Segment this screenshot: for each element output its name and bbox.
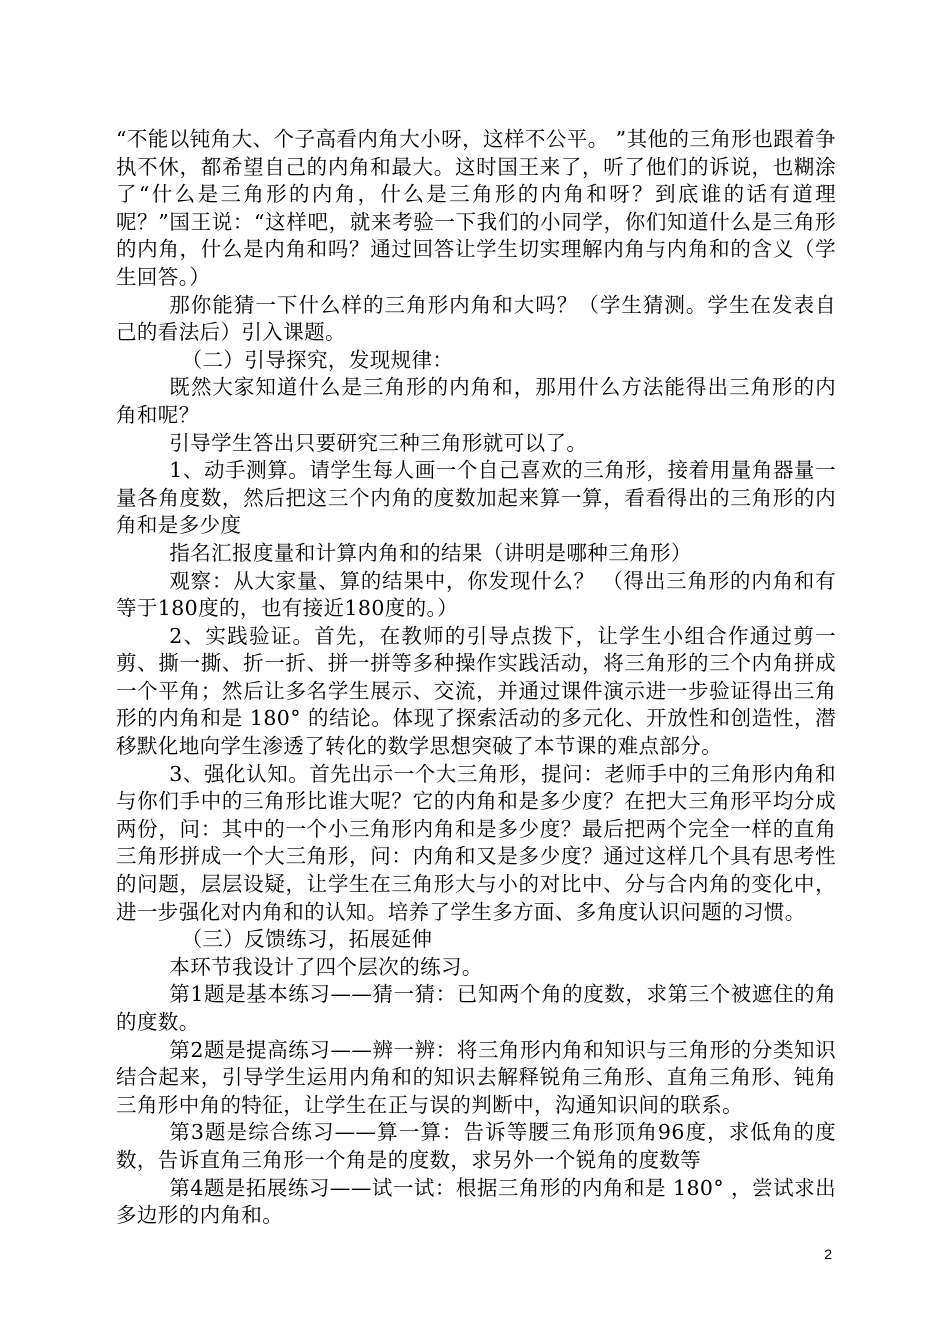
document-body	[116, 126, 836, 1230]
paragraph-guess: 那你能猜一下什么样的三角形内角和大吗？（学生猜测。学生在发表自己的看法后）引入课题。	[116, 292, 836, 345]
paragraph-observe: 观察：从大家量、算的结果中，你发现什么？ （得出三角形的内角和有等于180度的，也有接近180度的。）	[116, 568, 836, 621]
paragraph-story: “不能以钝角大、个子高看内角大小呀，这样不公平。 ”其他的三角形也跟着争执不休，都希望自己的内角和最大。这时国王来了，听了他们的诉说，也糊涂了“什么是三角形的内角，什么是三角形的内角和呀？到底谁的话有道理呢？”国王说：“这样吧，就来考验一下我们的小同学，你们知道什么是三角形的内角，什么是内角和吗？通过回答让学生切实理解内角与内角和的含义（学生回答。）	[116, 127, 836, 289]
paragraph-exercise-2: 第2题是提高练习——辨一辨：将三角形内角和知识与三角形的分类知识结合起来，引导学生运用内角和的知识去解释锐角三角形、直角三角形、钝角三角形中角的特征，让学生在正与误的判断中，沟通知识间的联系。	[116, 1037, 836, 1117]
paragraph-three-types: 引导学生答出只要研究三种三角形就可以了。	[169, 430, 588, 455]
paragraph-step-1: 1、动手测算。请学生每人画一个自己喜欢的三角形，接着用量角器量一量各角度数，然后把这三个内角的度数加起来算一算，看看得出的三角形的内角和是多少度	[116, 458, 836, 538]
paragraph-exercises-intro: 本环节我设计了四个层次的练习。	[169, 954, 483, 979]
paragraph-step-3: 3、强化认知。首先出示一个大三角形，提问：老师手中的三角形内角和与你们手中的三角形比谁大呢？它的内角和是多少度？在把大三角形平均分成两份，问：其中的一个小三角形内角和是多少度？最后把两个完全一样的直角三角形拼成一个大三角形，问：内角和又是多少度？通过这样几个具有思考性的问题，层层设疑，让学生在三角形大与小的对比中、分与合内角的变化中，进一步强化对内角和的认知。培养了学生多方面、多角度认识问题的习惯。	[116, 761, 836, 924]
page-number: 2	[824, 1246, 832, 1262]
paragraph-exercise-3: 第3题是综合练习——算一算：告诉等腰三角形顶角96度，求低角的度数，告诉直角三角形一个角是的度数，求另外一个锐角的度数等	[116, 1120, 836, 1172]
paragraph-exercise-4: 第4题是拓展练习——试一试：根据三角形的内角和是 180° ，尝试求出多边形的内角和。	[116, 1175, 836, 1228]
paragraph-exercise-1: 第1题是基本练习——猜一猜：已知两个角的度数，求第三个被遮住的角的度数。	[116, 982, 836, 1034]
paragraph-report: 指名汇报度量和计算内角和的结果（讲明是哪种三角形）	[169, 540, 692, 565]
section-heading-2: （二）引导探究，发现规律：	[181, 347, 454, 372]
section-heading-3: （三）反馈练习，拓展延伸	[181, 927, 433, 952]
paragraph-method: 既然大家知道什么是三角形的内角和，那用什么方法能得出三角形的内角和呢？	[116, 375, 836, 427]
paragraph-step-2: 2、实践验证。首先，在教师的引导点拨下，让学生小组合作通过剪一剪、撕一撕、折一折、拼一拼等多种操作实践活动，将三角形的三个内角拼成一个平角；然后让多名学生展示、交流，并通过课件演示进一步验证得出三角形的内角和是 180° 的结论。体现了探索活动的多元化、开放性和创造性，潜移默化地向学生渗透了转化的数学思想突破了本节课的难点部分。	[116, 623, 836, 759]
